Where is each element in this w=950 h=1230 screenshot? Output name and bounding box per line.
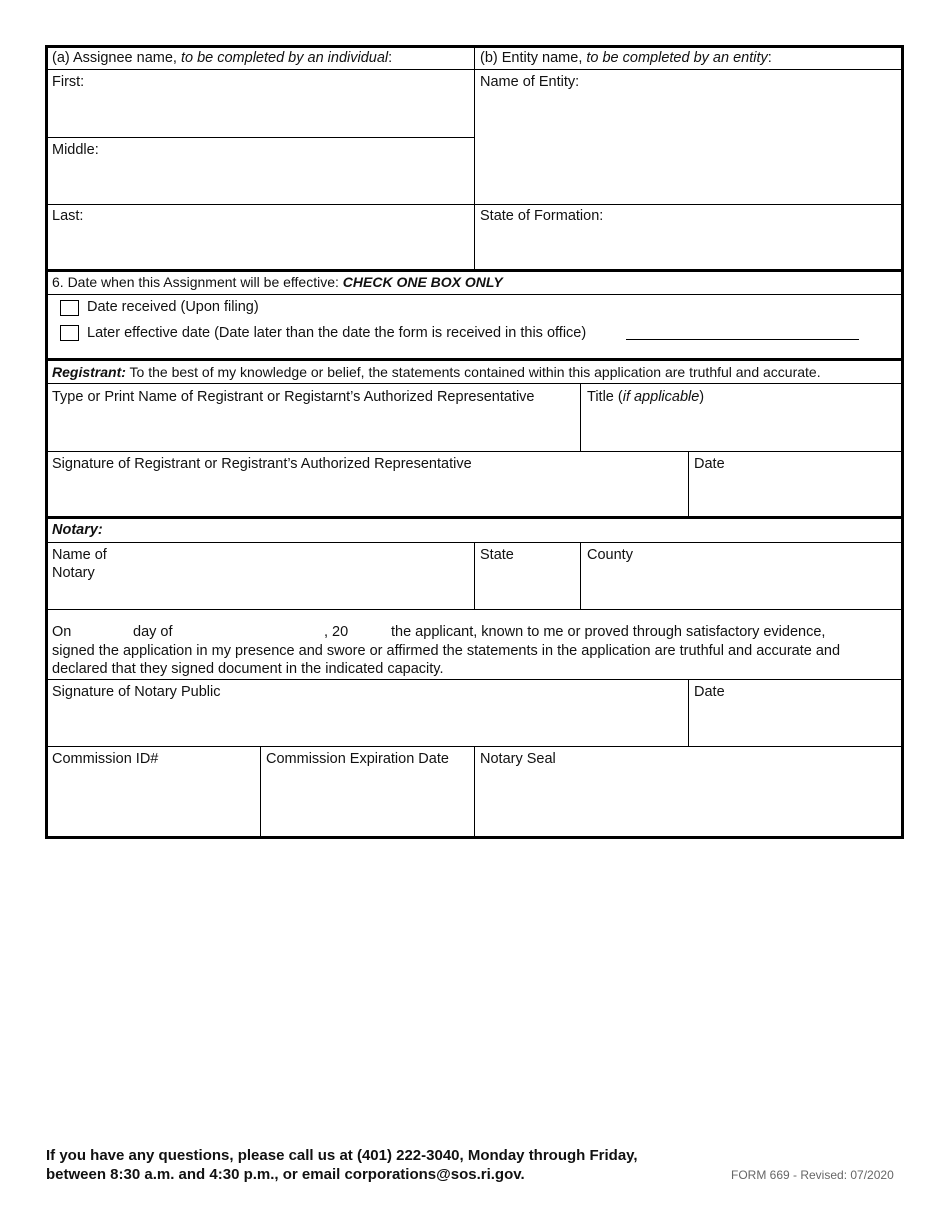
divider <box>47 451 902 452</box>
notary-seal-label: Notary Seal <box>480 751 556 767</box>
notary-header: Notary: <box>52 522 103 538</box>
day-of-label: day of <box>133 624 173 640</box>
registrant-name-label: Type or Print Name of Registrant or Registarnt’s Authorized Representative <box>52 389 535 405</box>
footer-line-1: If you have any questions, please call us at (401) 222-3040, Monday through Friday, <box>46 1147 638 1164</box>
divider <box>474 47 475 269</box>
notary-name-label-2: Notary <box>52 565 95 581</box>
divider <box>580 383 581 451</box>
assignee-name-header: (a) Assignee name, to be completed by an individual: <box>52 50 393 66</box>
commission-expiration-label: Commission Expiration Date <box>266 751 449 767</box>
form-number: FORM 669 - Revised: 07/2020 <box>731 1168 894 1182</box>
divider <box>580 542 581 609</box>
divider <box>474 746 475 837</box>
commission-id-label: Commission ID# <box>52 751 159 767</box>
later-date-label: Later effective date (Date later than the date the form is received in this office) <box>87 325 587 341</box>
notary-acknowledgment <box>52 623 902 679</box>
divider <box>47 294 902 295</box>
on-label: On <box>52 624 72 640</box>
divider <box>47 383 902 384</box>
divider <box>47 679 902 680</box>
upon-filing-label: Date received (Upon filing) <box>87 299 259 315</box>
divider <box>688 451 689 516</box>
divider <box>260 746 261 837</box>
entity-name-header: (b) Entity name, to be completed by an entity: <box>480 50 772 66</box>
divider <box>47 609 902 610</box>
contact-footer <box>46 1146 638 1184</box>
first-name-label: First: <box>52 74 85 90</box>
divider <box>47 516 902 519</box>
footer-line-2: between 8:30 a.m. and 4:30 p.m., or email corporations@sos.ri.gov. <box>46 1166 525 1183</box>
entity-name-label: Name of Entity: <box>480 74 580 90</box>
registrant-title-label: Title (if applicable) <box>587 389 705 405</box>
divider <box>47 269 902 272</box>
registrant-signature-label: Signature of Registrant or Registrant’s Authorized Representative <box>52 456 472 472</box>
notary-signature-label: Signature of Notary Public <box>52 684 221 700</box>
divider <box>688 679 689 746</box>
effective-date-header: 6. Date when this Assignment will be effective: CHECK ONE BOX ONLY <box>52 274 503 290</box>
notary-name-label-1: Name of <box>52 547 107 563</box>
applicant-text: the applicant, known to me or proved through satisfactory evidence, <box>391 624 826 640</box>
last-name-label: Last: <box>52 208 84 224</box>
divider <box>47 137 475 138</box>
notary-county-label: County <box>587 547 633 563</box>
later-date-input-line[interactable] <box>626 339 859 340</box>
middle-name-label: Middle: <box>52 142 99 158</box>
state-of-formation-label: State of Formation: <box>480 208 604 224</box>
registrant-statement: Registrant: To the best of my knowledge or belief, the statements contained within this application are truthful and accurate. <box>52 364 821 380</box>
registrant-date-label: Date <box>694 456 725 472</box>
later-date-checkbox[interactable] <box>60 325 79 341</box>
year-label: , 20 <box>324 624 349 640</box>
upon-filing-checkbox[interactable] <box>60 300 79 316</box>
divider <box>474 542 475 609</box>
notary-state-label: State <box>480 547 514 563</box>
divider <box>47 358 902 361</box>
notary-date-label: Date <box>694 684 725 700</box>
acknowledgment-line-2: signed the application in my presence and swore or affirmed the statements in the application are truthful and accurate and <box>52 642 841 659</box>
acknowledgment-line-3: declared that they signed document in the indicated capacity. <box>52 661 444 677</box>
